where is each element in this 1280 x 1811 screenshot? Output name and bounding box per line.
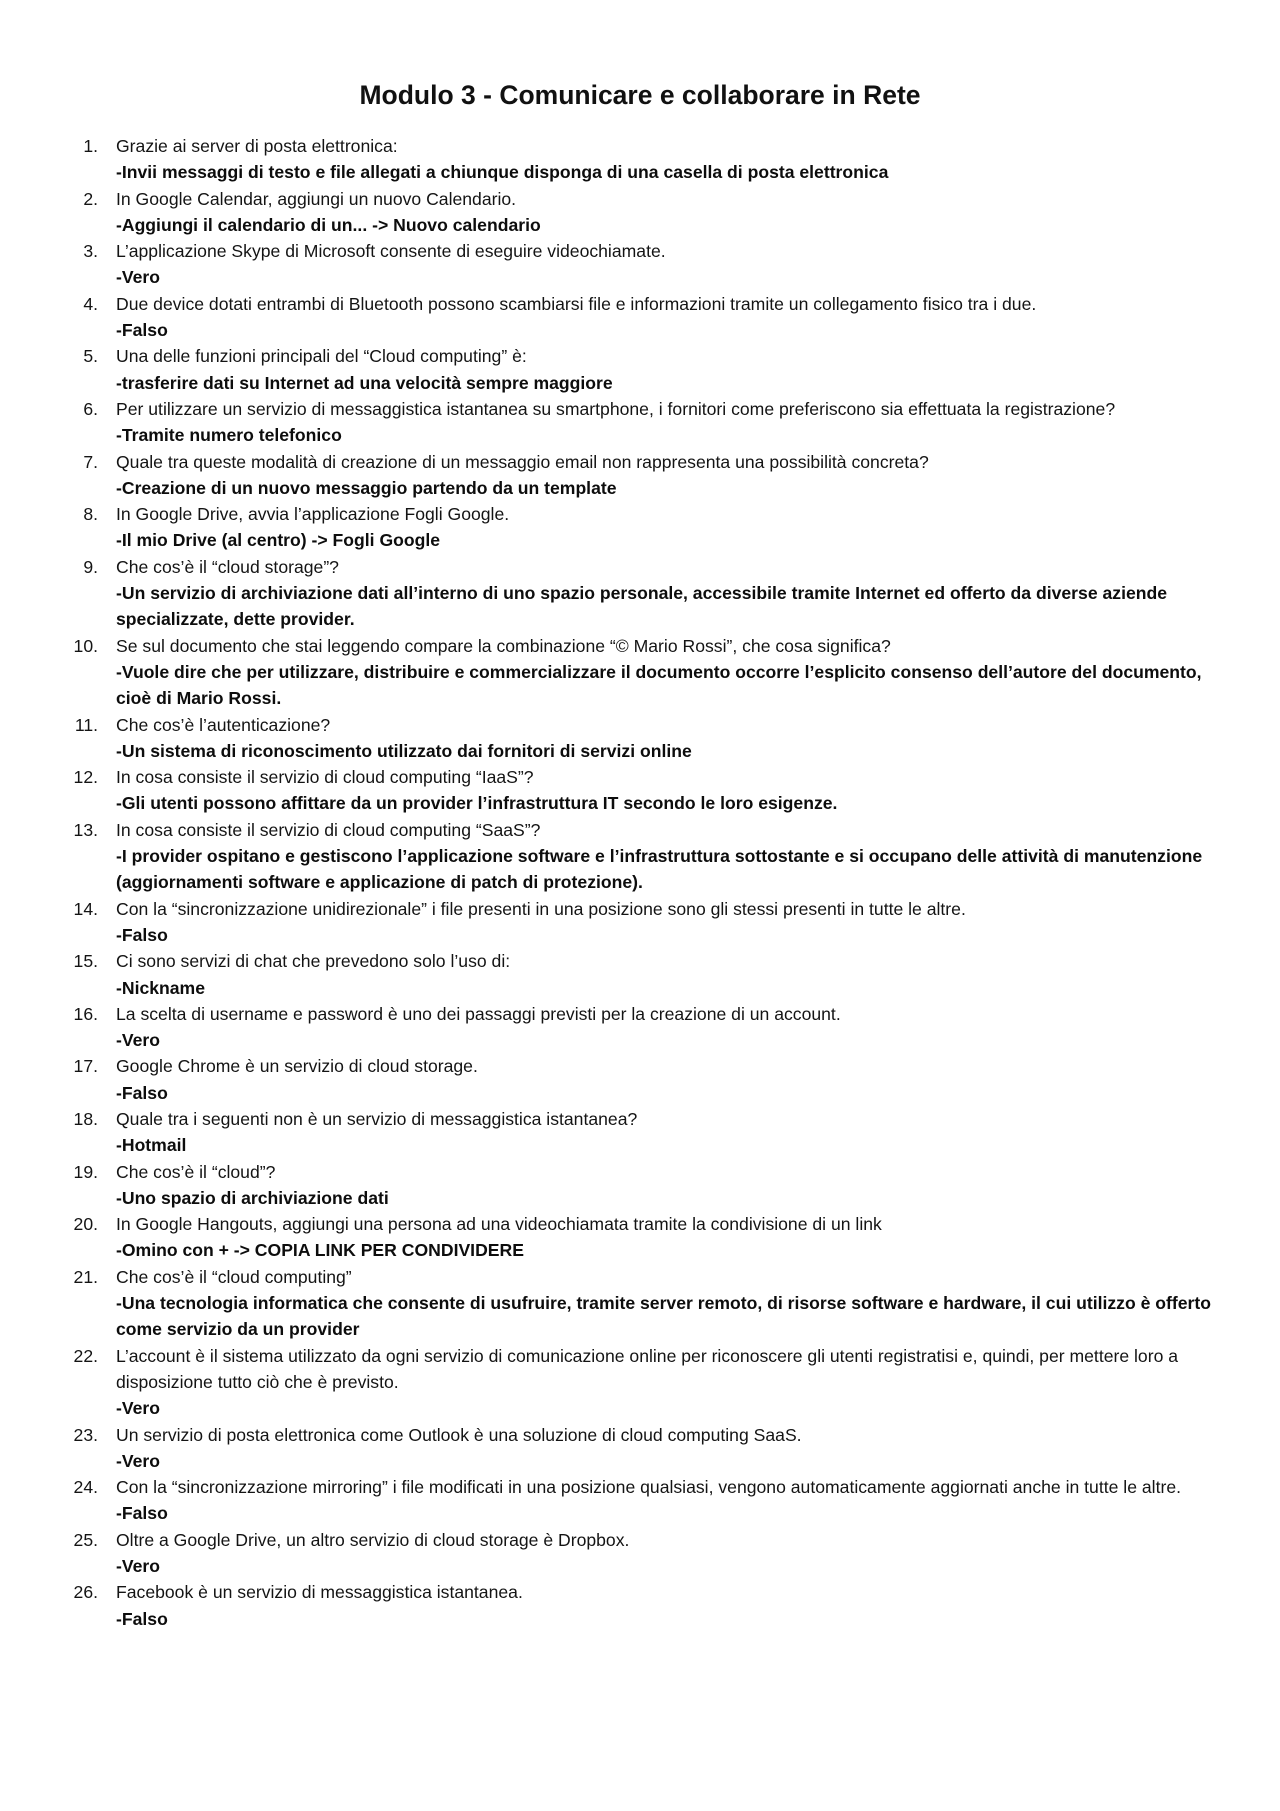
question-answer: -Falso bbox=[116, 1082, 168, 1103]
question-number: 16. bbox=[73, 1003, 98, 1024]
question-number: 22. bbox=[73, 1345, 98, 1366]
question-item bbox=[72, 817, 1212, 896]
question-number: 26. bbox=[73, 1582, 98, 1603]
question-number: 13. bbox=[73, 819, 98, 840]
question-item bbox=[72, 291, 1212, 344]
question-item bbox=[72, 1474, 1212, 1527]
question-answer: -Vero bbox=[116, 267, 161, 288]
question-answer: -Vuole dire che per utilizzare, distribuire e commercializzare il documento occorre l’esplicito consenso dell’autore del documento, cioè di Mario Rossi. bbox=[116, 661, 1202, 709]
question-item bbox=[72, 343, 1212, 396]
question-number: 4. bbox=[83, 293, 98, 314]
question-item bbox=[72, 948, 1212, 1001]
question-text: In Google Calendar, aggiungi un nuovo Calendario. bbox=[116, 188, 517, 209]
question-answer: -Uno spazio di archiviazione dati bbox=[116, 1187, 389, 1208]
question-answer: -Vero bbox=[116, 1556, 161, 1577]
question-text: Grazie ai server di posta elettronica: bbox=[116, 136, 398, 156]
question-text: In Google Hangouts, aggiungi una persona ad una videochiamata tramite la condivisione di un link bbox=[116, 1214, 882, 1235]
question-text: Che cos’è il “cloud computing” bbox=[116, 1266, 352, 1287]
question-number: 17. bbox=[73, 1056, 98, 1077]
question-text: Che cos’è il “cloud”? bbox=[116, 1161, 276, 1182]
question-text: Che cos’è il “cloud storage”? bbox=[116, 556, 339, 577]
question-number: 10. bbox=[73, 635, 98, 656]
question-text: Quale tra queste modalità di creazione di un messaggio email non rappresenta una possibilità concreta? bbox=[116, 451, 929, 472]
question-item bbox=[72, 764, 1212, 817]
question-number: 9. bbox=[83, 556, 98, 577]
question-answer: -Tramite numero telefonico bbox=[116, 425, 342, 446]
question-number: 11. bbox=[74, 714, 98, 735]
question-item bbox=[72, 1579, 1212, 1632]
question-answer: -Falso bbox=[116, 320, 168, 341]
question-answer: -Falso bbox=[116, 1503, 168, 1524]
question-text: L’account è il sistema utilizzato da ogni servizio di comunicazione online per riconoscere gli utenti registratisi e, quindi, per mettere loro a disposizione tutto ciò che è previsto. bbox=[116, 1345, 1179, 1392]
question-number: 3. bbox=[83, 241, 98, 262]
question-answer: -Vero bbox=[116, 1030, 161, 1051]
question-item bbox=[72, 1527, 1212, 1580]
question-text: Una delle funzioni principali del “Cloud computing” è: bbox=[116, 346, 527, 367]
question-item bbox=[72, 1053, 1212, 1106]
question-item bbox=[72, 896, 1212, 949]
question-answer: -Gli utenti possono affittare da un provider l’infrastruttura IT secondo le loro esigenze. bbox=[116, 793, 838, 814]
question-answer: -Un servizio di archiviazione dati all’interno di uno spazio personale, accessibile tramite Internet ed offerto da diverse aziende specializzate, dette provider. bbox=[116, 583, 1168, 630]
question-answer: -Omino con + -> COPIA LINK PER CONDIVIDERE bbox=[116, 1240, 524, 1261]
question-answer: -Falso bbox=[116, 924, 168, 945]
question-item bbox=[72, 1343, 1212, 1422]
question-item bbox=[72, 633, 1212, 712]
question-answer: -Aggiungi il calendario di un... -> Nuovo calendario bbox=[116, 214, 541, 235]
question-item bbox=[72, 133, 1212, 186]
question-item bbox=[72, 501, 1212, 554]
question-item bbox=[72, 554, 1212, 633]
question-number: 1. bbox=[83, 136, 98, 156]
question-number: 6. bbox=[83, 398, 98, 419]
question-number: 24. bbox=[73, 1477, 98, 1498]
question-item bbox=[72, 449, 1212, 502]
question-number: 7. bbox=[83, 451, 98, 472]
question-list bbox=[72, 133, 1212, 1632]
question-answer: -Hotmail bbox=[116, 1135, 187, 1156]
question-item bbox=[72, 1211, 1212, 1264]
question-text: In cosa consiste il servizio di cloud computing “SaaS”? bbox=[116, 819, 541, 840]
question-number: 25. bbox=[73, 1529, 98, 1550]
question-answer: -Falso bbox=[116, 1608, 168, 1629]
question-item bbox=[72, 1001, 1212, 1054]
question-text: Per utilizzare un servizio di messaggistica istantanea su smartphone, i fornitori come preferiscono sia effettuata la registrazione? bbox=[116, 398, 1116, 419]
question-number: 20. bbox=[73, 1214, 98, 1235]
question-text: Con la “sincronizzazione unidirezionale” i file presenti in una posizione sono gli stessi presenti in tutte le altre. bbox=[116, 898, 966, 919]
question-answer: -I provider ospitano e gestiscono l’applicazione software e l’infrastruttura sottostante e si occupano delle attività di manutenzione (aggiornamenti software e applicazione di patch di protezione). bbox=[116, 846, 1203, 893]
question-answer: -Nickname bbox=[116, 977, 205, 998]
question-item bbox=[72, 1422, 1212, 1475]
question-text: La scelta di username e password è uno dei passaggi previsti per la creazione di un account. bbox=[116, 1003, 841, 1024]
question-item bbox=[72, 1159, 1212, 1212]
question-number: 5. bbox=[83, 346, 98, 367]
question-answer: -Creazione di un nuovo messaggio partendo da un template bbox=[116, 477, 617, 498]
question-text: L’applicazione Skype di Microsoft consente di eseguire videochiamate. bbox=[116, 241, 666, 262]
question-text: In cosa consiste il servizio di cloud computing “IaaS”? bbox=[116, 767, 534, 788]
question-answer: -Il mio Drive (al centro) -> Fogli Google bbox=[116, 530, 441, 551]
question-answer: -Un sistema di riconoscimento utilizzato dai fornitori di servizi online bbox=[116, 740, 692, 761]
question-text: Che cos’è l’autenticazione? bbox=[116, 714, 331, 735]
question-number: 14. bbox=[73, 898, 98, 919]
question-text: In Google Drive, avvia l’applicazione Fogli Google. bbox=[116, 504, 510, 525]
question-item bbox=[72, 1106, 1212, 1159]
question-item bbox=[72, 238, 1212, 291]
question-text: Un servizio di posta elettronica come Outlook è una soluzione di cloud computing SaaS. bbox=[116, 1424, 802, 1445]
question-number: 23. bbox=[73, 1424, 98, 1445]
question-answer: -Vero bbox=[116, 1398, 161, 1419]
question-item bbox=[72, 396, 1212, 449]
question-number: 2. bbox=[83, 188, 98, 209]
question-number: 21. bbox=[73, 1266, 98, 1287]
question-text: Se sul documento che stai leggendo compare la combinazione “© Mario Rossi”, che cosa significa? bbox=[116, 635, 891, 656]
question-text: Oltre a Google Drive, un altro servizio di cloud storage è Dropbox. bbox=[116, 1529, 630, 1550]
question-text: Due device dotati entrambi di Bluetooth possono scambiarsi file e informazioni tramite un collegamento fisico tra i due. bbox=[116, 293, 1037, 314]
question-number: 15. bbox=[73, 951, 98, 972]
question-number: 18. bbox=[73, 1108, 98, 1129]
question-item bbox=[72, 712, 1212, 765]
question-text: Facebook è un servizio di messaggistica istantanea. bbox=[116, 1582, 523, 1603]
question-text: Quale tra i seguenti non è un servizio di messaggistica istantanea? bbox=[116, 1108, 638, 1129]
question-text: Ci sono servizi di chat che prevedono solo l’uso di: bbox=[116, 951, 511, 972]
question-answer: -trasferire dati su Internet ad una velocità sempre maggiore bbox=[116, 372, 613, 393]
page-title: Modulo 3 - Comunicare e collaborare in Rete bbox=[359, 80, 921, 110]
question-answer: -Vero bbox=[116, 1450, 161, 1471]
question-answer: -Una tecnologia informatica che consente di usufruire, tramite server remoto, di risorse software e hardware, il cui utilizzo è offerto come servizio da un provider bbox=[116, 1293, 1211, 1340]
question-number: 8. bbox=[83, 504, 98, 525]
question-text: Google Chrome è un servizio di cloud storage. bbox=[116, 1056, 478, 1077]
question-answer: -Invii messaggi di testo e file allegati a chiunque disponga di una casella di posta elettronica bbox=[116, 162, 889, 183]
question-number: 19. bbox=[73, 1161, 98, 1182]
question-item bbox=[72, 186, 1212, 239]
question-text: Con la “sincronizzazione mirroring” i file modificati in una posizione qualsiasi, vengono automaticamente aggiornati anche in tutte le altre. bbox=[116, 1477, 1181, 1498]
question-number: 12. bbox=[73, 767, 98, 788]
question-item bbox=[72, 1264, 1212, 1343]
